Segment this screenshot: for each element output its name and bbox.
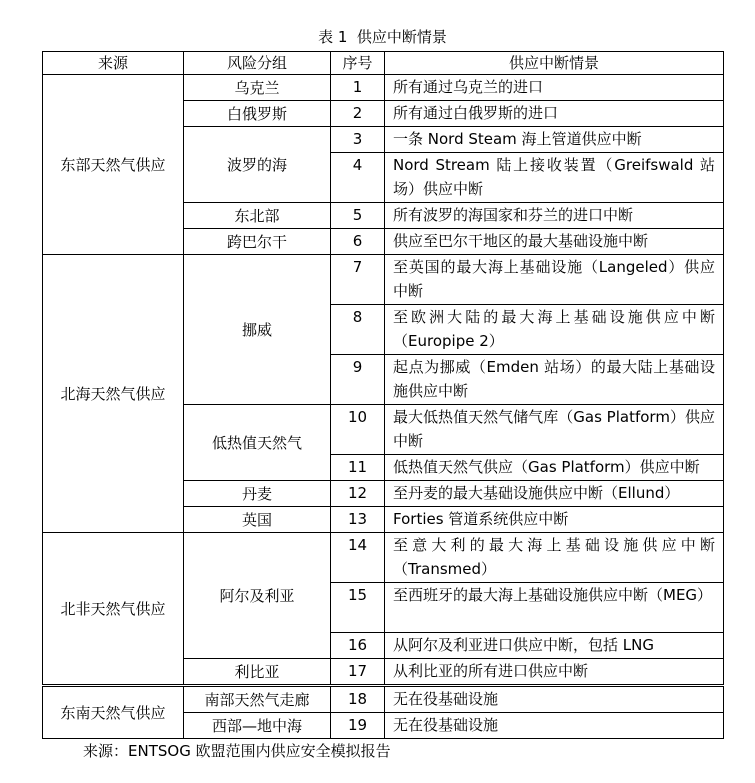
index-cell: 16: [331, 633, 385, 659]
scenario-cell: 从阿尔及利亚进口供应中断，包括 LNG: [385, 633, 724, 659]
index-cell: 7: [331, 255, 385, 305]
index-cell: 19: [331, 713, 385, 739]
scenario-cell: 起点为挪威（Emden 站场）的最大陆上基础设施供应中断: [385, 355, 724, 405]
scenario-cell: 至英国的最大海上基础设施（Langeled）供应中断: [385, 255, 724, 305]
scenario-cell: 所有通过乌克兰的进口: [385, 75, 724, 101]
supply-disruption-table: [42, 51, 724, 739]
risk-group-cell: 挪威: [184, 255, 331, 405]
index-cell: 2: [331, 101, 385, 127]
index-cell: 5: [331, 203, 385, 229]
source-note: 来源：ENTSOG 欧盟范围内供应安全模拟报告: [83, 742, 391, 760]
scenario-cell: 所有波罗的海国家和芬兰的进口中断: [385, 203, 724, 229]
scenario-cell: 至欧洲大陆的最大海上基础设施供应中断（Europipe 2）: [385, 305, 724, 355]
table-row: [43, 75, 724, 101]
scenario-cell: 至丹麦的最大基础设施供应中断（Ellund）: [385, 481, 724, 507]
index-cell: 10: [331, 405, 385, 455]
index-cell: 13: [331, 507, 385, 533]
header-source: 来源: [43, 52, 184, 75]
risk-group-cell: 丹麦: [184, 481, 331, 507]
table-row: [43, 255, 724, 305]
index-cell: 6: [331, 229, 385, 255]
scenario-cell: Forties 管道系统供应中断: [385, 507, 724, 533]
risk-group-cell: 英国: [184, 507, 331, 533]
index-cell: 8: [331, 305, 385, 355]
scenario-cell: 供应至巴尔干地区的最大基础设施中断: [385, 229, 724, 255]
risk-group-cell: 跨巴尔干: [184, 229, 331, 255]
index-cell: 1: [331, 75, 385, 101]
risk-group-cell: 波罗的海: [184, 127, 331, 203]
table-row: [43, 533, 724, 583]
source-cell: 东部天然气供应: [43, 75, 184, 255]
scenario-cell: 无在役基础设施: [385, 713, 724, 739]
risk-group-cell: 白俄罗斯: [184, 101, 331, 127]
index-cell: 9: [331, 355, 385, 405]
risk-group-cell: 低热值天然气: [184, 405, 331, 481]
scenario-cell: Nord Stream 陆上接收装置（Greifswald 站场）供应中断: [385, 153, 724, 203]
index-cell: 11: [331, 455, 385, 481]
header-index: 序号: [331, 52, 385, 75]
scenario-cell: 从利比亚的所有进口供应中断: [385, 659, 724, 686]
risk-group-cell: 南部天然气走廊: [184, 686, 331, 713]
scenario-cell: 一条 Nord Steam 海上管道供应中断: [385, 127, 724, 153]
source-cell: 东南天然气供应: [43, 686, 184, 739]
scenario-cell: 至意大利的最大海上基础设施供应中断（Transmed）: [385, 533, 724, 583]
risk-group-cell: 西部—地中海: [184, 713, 331, 739]
index-cell: 3: [331, 127, 385, 153]
header-scenario: 供应中断情景: [385, 52, 724, 75]
scenario-cell: 最大低热值天然气储气库（Gas Platform）供应中断: [385, 405, 724, 455]
header-risk-group: 风险分组: [184, 52, 331, 75]
index-cell: 18: [331, 686, 385, 713]
index-cell: 4: [331, 153, 385, 203]
source-cell: 北非天然气供应: [43, 533, 184, 686]
table-row: [43, 686, 724, 713]
index-cell: 17: [331, 659, 385, 686]
index-cell: 15: [331, 583, 385, 633]
scenario-cell: 低热值天然气供应（Gas Platform）供应中断: [385, 455, 724, 481]
index-cell: 14: [331, 533, 385, 583]
header-row: [43, 52, 724, 75]
risk-group-cell: 乌克兰: [184, 75, 331, 101]
scenario-cell: 无在役基础设施: [385, 686, 724, 713]
risk-group-cell: 东北部: [184, 203, 331, 229]
index-cell: 12: [331, 481, 385, 507]
scenario-cell: 所有通过白俄罗斯的进口: [385, 101, 724, 127]
table-caption: 表 1 供应中断情景: [318, 28, 447, 46]
scenario-cell: 至西班牙的最大海上基础设施供应中断（MEG）: [385, 583, 724, 633]
risk-group-cell: 利比亚: [184, 659, 331, 686]
source-cell: 北海天然气供应: [43, 255, 184, 533]
risk-group-cell: 阿尔及利亚: [184, 533, 331, 659]
